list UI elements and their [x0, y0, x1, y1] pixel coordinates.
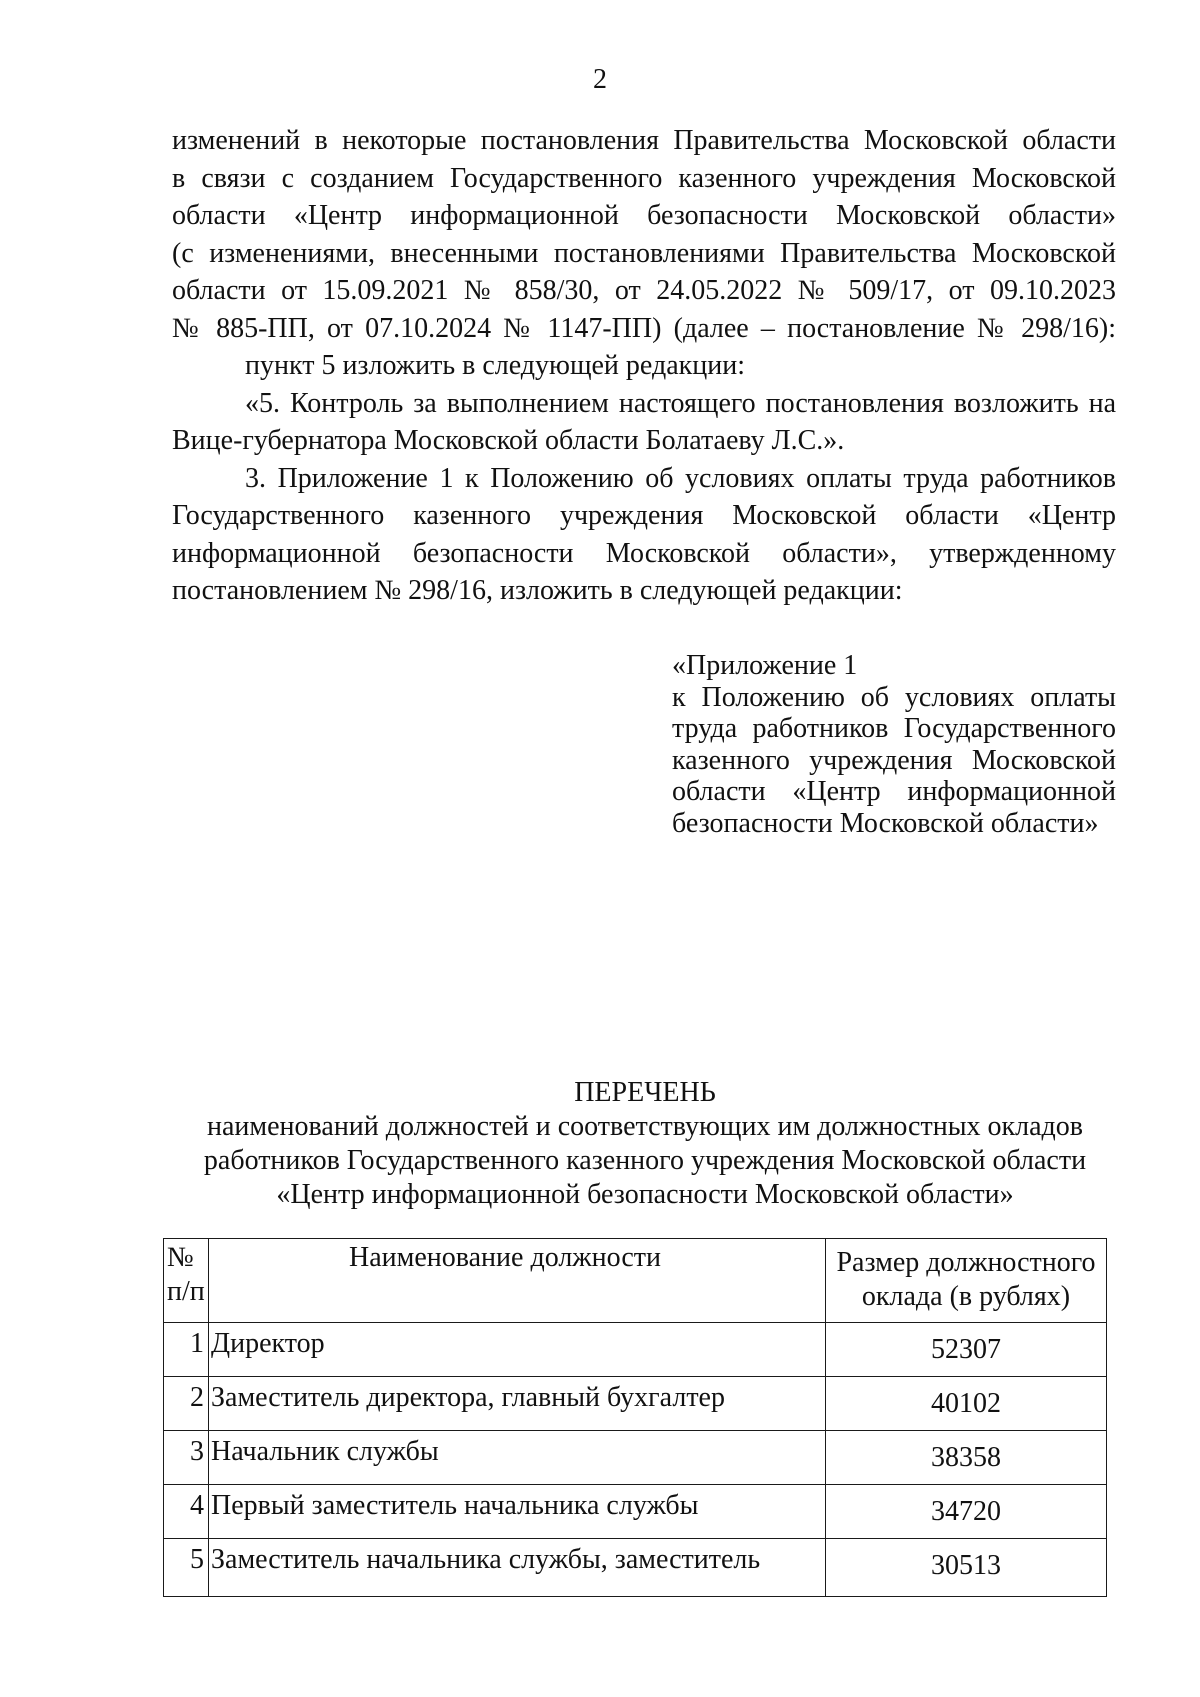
header-salary: [826, 1239, 1107, 1323]
row-position-name: Заместитель начальника службы, заместитель: [209, 1539, 826, 1597]
row-salary: 40102: [826, 1377, 1107, 1431]
row-num: 4: [164, 1485, 209, 1539]
paragraph-point-3: 3. Приложение 1 к Положению об условиях оплаты труда работников Государственного казенного учреждения Московской области «Центр информационной безопасности Московской области», утвержденному постановлением № 298/16, изложить в следующей редакции:: [172, 462, 1116, 606]
row-salary: 34720: [826, 1485, 1107, 1539]
row-salary: 52307: [826, 1323, 1107, 1377]
row-position-name: Первый заместитель начальника службы: [209, 1485, 826, 1539]
paragraph-new-point-5: «5. Контроль за выполнением настоящего постановления возложить на Вице-губернатора Московской области Болатаеву Л.С.».: [172, 387, 1116, 456]
row-num: 5: [164, 1539, 209, 1597]
table-header-row: [164, 1239, 1107, 1323]
page-number: 2: [593, 64, 607, 95]
row-num: 3: [164, 1431, 209, 1485]
row-salary: 38358: [826, 1431, 1107, 1485]
list-subtitle-line: наименований должностей и соответствующих им должностных окладов: [207, 1111, 1083, 1142]
table-row: [164, 1323, 1107, 1377]
header-num-line1: №: [167, 1242, 194, 1273]
table-row: [164, 1431, 1107, 1485]
header-salary-line1: Размер должностного: [836, 1247, 1096, 1278]
header-num-line2: п/п: [167, 1276, 205, 1307]
list-subtitle-line: работников Государственного казенного учреждения Московской области: [203, 1145, 1087, 1176]
header-num: [164, 1239, 209, 1323]
row-position-name: Директор: [209, 1323, 826, 1377]
header-salary-line2: оклада (в рублях): [861, 1281, 1071, 1312]
paragraph-amend-point: пункт 5 изложить в следующей редакции:: [245, 350, 745, 381]
paragraph-line: изменений в некоторые постановления Правительства Московской области: [172, 125, 1116, 156]
paragraph-line: (с изменениями, внесенными постановлениями Правительства Московской: [172, 237, 1116, 269]
paragraph-line: области от 15.09.2021 № 858/30, от 24.05.2022 № 509/17, от 09.10.2023: [172, 275, 1116, 306]
paragraph-line: в связи с созданием Государственного казенного учреждения Московской: [172, 162, 1116, 194]
appendix-block: [672, 650, 1116, 839]
row-num: 2: [164, 1377, 209, 1431]
table-row: [164, 1377, 1107, 1431]
paragraph-line: № 885-ПП, от 07.10.2024 № 1147-ПП) (далее – постановление № 298/16):: [172, 312, 1116, 344]
header-position-name: Наименование должности: [209, 1239, 826, 1323]
appendix-text: к Положению об условиях оплаты труда работников Государственного казенного учреждения Московской области «Центр информационной безопасности Московской области»: [672, 681, 1116, 839]
table-row: [164, 1539, 1107, 1597]
row-position-name: Заместитель директора, главный бухгалтер: [209, 1377, 826, 1431]
list-title: [130, 1076, 1160, 1212]
salary-table: [163, 1238, 1107, 1597]
document-body: [172, 122, 1116, 610]
list-heading: ПЕРЕЧЕНЬ: [574, 1077, 716, 1108]
row-position-name: Начальник службы: [209, 1431, 826, 1485]
table-row: [164, 1485, 1107, 1539]
list-subtitle-line: «Центр информационной безопасности Московской области»: [276, 1179, 1014, 1210]
appendix-title: «Приложение 1: [672, 650, 858, 681]
paragraph-line: области «Центр информационной безопасности Московской области»: [172, 200, 1116, 231]
row-num: 1: [164, 1323, 209, 1377]
row-salary: 30513: [826, 1539, 1107, 1597]
